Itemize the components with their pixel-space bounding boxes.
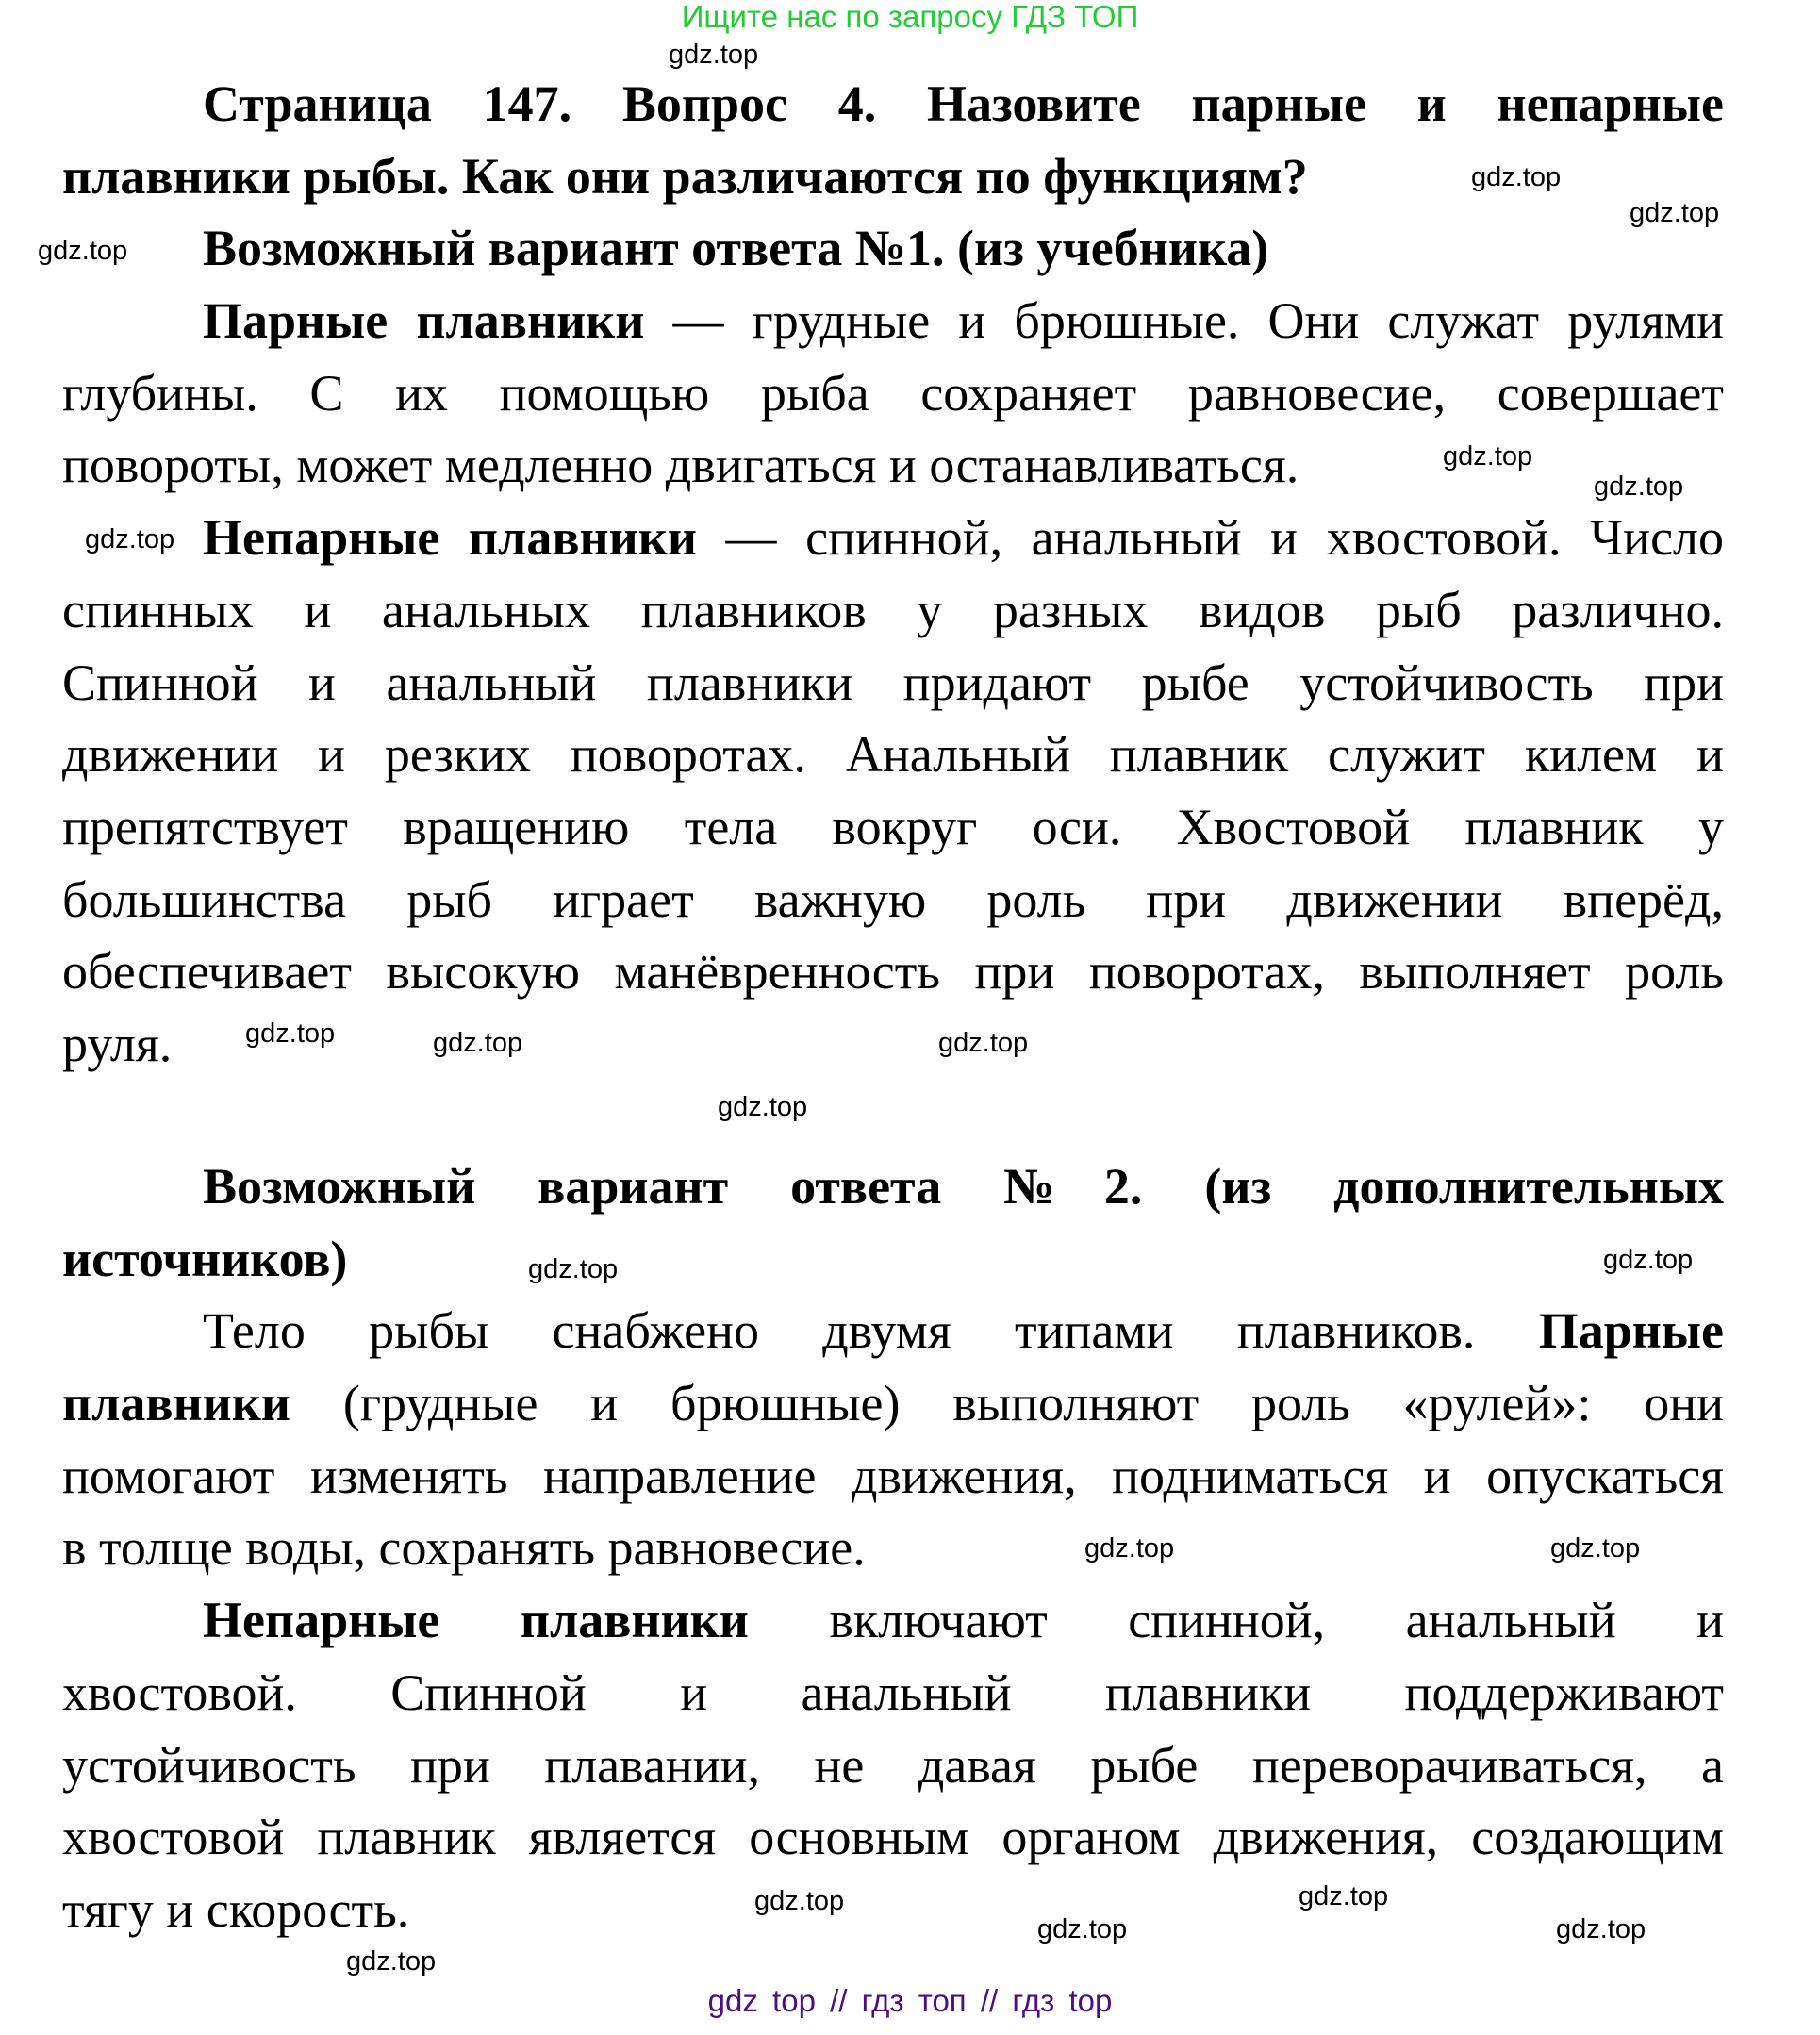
text: обеспечивает высокую манёвренность при поворотах, выполняет роль bbox=[62, 943, 1724, 1001]
text-line bbox=[62, 1512, 1724, 1584]
watermark: gdz.top bbox=[1443, 441, 1533, 472]
text: хвостовой плавник является основным органом движения, создающим bbox=[62, 1809, 1724, 1866]
text-line bbox=[62, 1874, 1724, 1946]
bold-text: плавники bbox=[62, 1375, 291, 1432]
text-line bbox=[62, 1584, 1724, 1657]
text-line bbox=[62, 647, 1724, 720]
text-line bbox=[62, 719, 1724, 791]
watermark: gdz.top bbox=[938, 1028, 1029, 1058]
text-line bbox=[62, 1801, 1724, 1874]
watermark: gdz.top bbox=[38, 236, 128, 266]
text: (грудные и брюшные) выполняют роль «рулей»: они bbox=[290, 1375, 1724, 1432]
watermark: gdz.top bbox=[346, 1946, 437, 1977]
bold-text: Возможный вариант ответа №1. (из учебника) bbox=[203, 220, 1269, 277]
text: — грудные и брюшные. Они служат рулями bbox=[644, 292, 1724, 350]
text-line bbox=[62, 1223, 1724, 1296]
text: спинных и анальных плавников у разных видов рыб различно. bbox=[62, 581, 1724, 638]
text-line bbox=[62, 574, 1724, 647]
answer-section-2 bbox=[62, 1150, 1724, 1946]
watermark: gdz.top bbox=[1556, 1914, 1646, 1944]
text-line bbox=[62, 1729, 1724, 1802]
bold-text: плавники рыбы. Как они различаются по функциям? bbox=[62, 147, 1308, 205]
text-line bbox=[62, 1150, 1724, 1223]
text-line bbox=[62, 357, 1724, 430]
text-line bbox=[62, 285, 1724, 357]
text: повороты, может медленно двигаться и останавливаться. bbox=[62, 437, 1299, 494]
watermark: gdz.top bbox=[1594, 472, 1684, 502]
watermark: gdz.top bbox=[669, 40, 759, 70]
text: препятствует вращению тела вокруг оси. Хвостовой плавник у bbox=[62, 798, 1724, 855]
text: руля. bbox=[62, 1015, 173, 1072]
watermark: gdz.top bbox=[1550, 1533, 1641, 1563]
text: в толще воды, сохранять равновесие. bbox=[62, 1519, 866, 1577]
watermark: gdz.top bbox=[1037, 1914, 1128, 1944]
watermark: gdz.top bbox=[433, 1028, 523, 1058]
watermark: gdz.top bbox=[85, 524, 175, 554]
text-line bbox=[62, 1440, 1724, 1513]
watermark: gdz.top bbox=[1084, 1533, 1175, 1563]
text: Спинной и анальный плавники придают рыбе устойчивость при bbox=[62, 654, 1724, 711]
text: движении и резких поворотах. Анальный плавник служит килем и bbox=[62, 726, 1724, 784]
watermark: gdz.top bbox=[1603, 1245, 1694, 1275]
text: тягу и скорость. bbox=[62, 1880, 410, 1938]
text-line bbox=[62, 212, 1724, 285]
search-banner[interactable]: Ищите нас по запросу ГДЗ ТОП bbox=[681, 0, 1139, 34]
text-line bbox=[62, 935, 1724, 1008]
text: помогают изменять направление движения, подниматься и опускаться bbox=[62, 1447, 1724, 1504]
text: Тело рыбы снабжено двумя типами плавников. bbox=[203, 1302, 1539, 1360]
text-line bbox=[62, 864, 1724, 936]
footer-links[interactable]: gdz top // гдз топ // гдз top bbox=[707, 1983, 1113, 2018]
watermark: gdz.top bbox=[1299, 1881, 1389, 1911]
watermark: gdz.top bbox=[1471, 162, 1562, 192]
text-line bbox=[62, 1367, 1724, 1440]
answer-section-1 bbox=[62, 68, 1724, 1081]
text-line bbox=[62, 1295, 1724, 1367]
bold-text: Непарные плавники bbox=[203, 509, 697, 567]
text-line bbox=[62, 791, 1724, 864]
text: включают спинной, анальный и bbox=[748, 1592, 1725, 1649]
text-line bbox=[62, 502, 1724, 574]
bold-text: Страница 147. Вопрос 4. Назовите парные и непарные bbox=[203, 75, 1724, 132]
text: большинства рыб играет важную роль при движении вперёд, bbox=[62, 870, 1724, 928]
text: хвостовой. Спинной и анальный плавники поддерживают bbox=[62, 1663, 1724, 1721]
bold-text: Возможный вариант ответа №2. (из дополнительных bbox=[203, 1158, 1724, 1215]
watermark: gdz.top bbox=[528, 1254, 619, 1284]
text-line bbox=[62, 68, 1724, 141]
bold-text: источников) bbox=[62, 1230, 348, 1287]
watermark: gdz.top bbox=[245, 1018, 336, 1049]
text: устойчивость при плавании, не давая рыбе переворачиваться, а bbox=[62, 1736, 1724, 1794]
watermark: gdz.top bbox=[754, 1886, 845, 1916]
watermark: gdz.top bbox=[718, 1092, 808, 1122]
watermark: gdz.top bbox=[1630, 198, 1720, 228]
text-line bbox=[62, 1657, 1724, 1729]
bold-text: Парные bbox=[1538, 1302, 1724, 1360]
bold-text: Парные плавники bbox=[203, 292, 645, 350]
bold-text: Непарные плавники bbox=[203, 1592, 749, 1649]
text: — спинной, анальный и хвостовой. Число bbox=[696, 509, 1724, 567]
text: глубины. С их помощью рыба сохраняет равновесие, совершает bbox=[62, 364, 1724, 422]
